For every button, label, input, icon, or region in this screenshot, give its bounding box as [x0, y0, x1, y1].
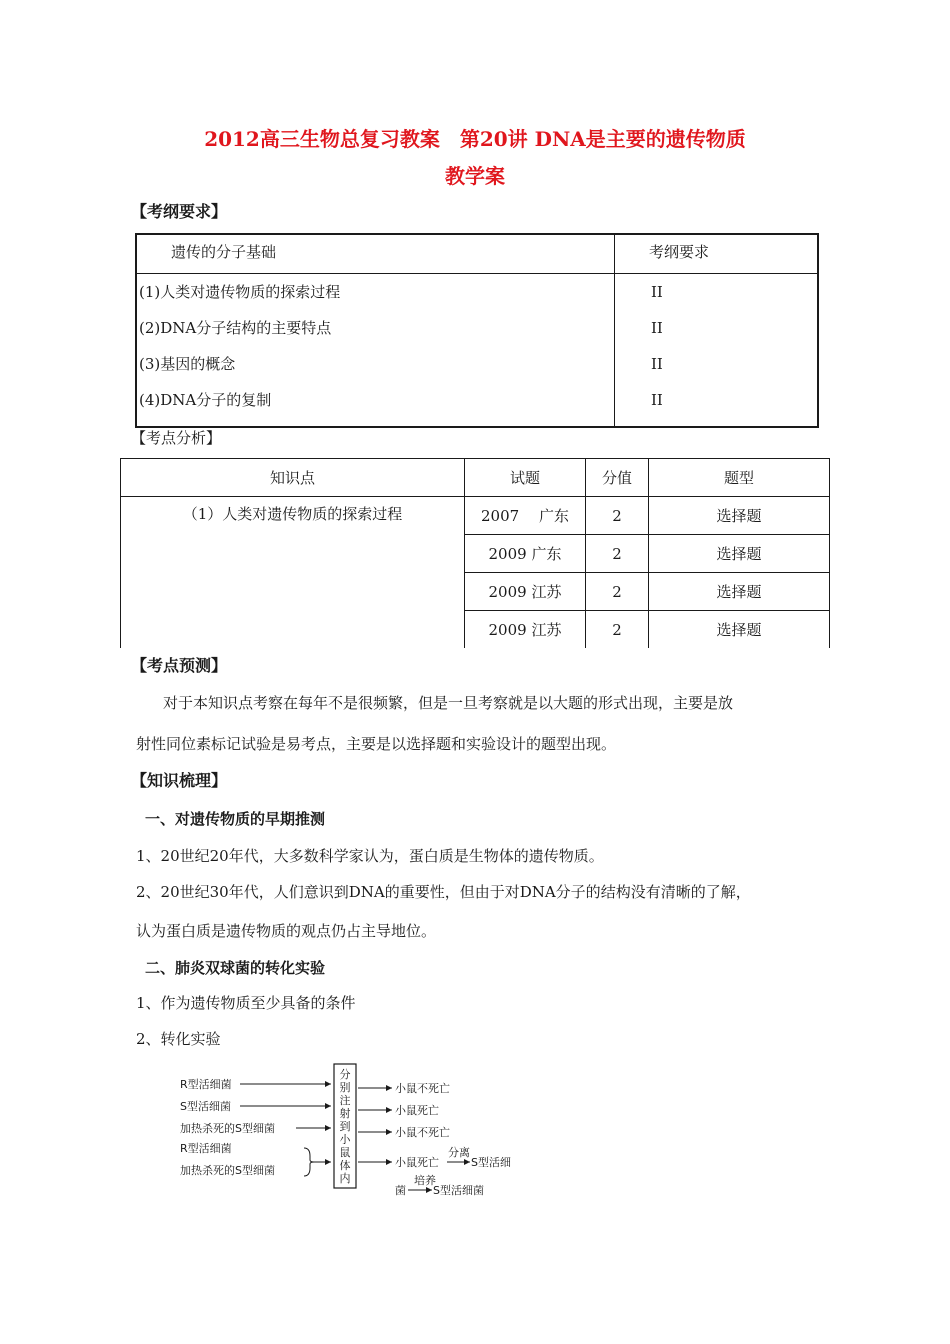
brace [304, 1148, 314, 1176]
header-cell: 知识点 [121, 459, 465, 497]
type-cell: 选择题 [649, 573, 830, 611]
score-cell: 2 [586, 497, 649, 535]
level-value: II [651, 355, 663, 373]
result-prefix-label: 菌 [395, 1184, 406, 1197]
input-label: 加热杀死的S型细菌 [180, 1122, 275, 1135]
input-label: 加热杀死的S型细菌 [180, 1164, 275, 1177]
exam-cell: 2009 江苏 [465, 611, 586, 649]
transformation-experiment-diagram [170, 1060, 530, 1210]
box-char: 射 [339, 1107, 351, 1120]
list-item: (2)DNA分子结构的主要特点 [139, 319, 332, 337]
knowledge-paragraph-3: 1、作为遗传物质至少具备的条件 [136, 994, 356, 1012]
section-zhishi-shuli: 【知识梳理】 [131, 771, 228, 790]
header-cell: 题型 [649, 459, 830, 497]
list-item: (4)DNA分子的复制 [139, 391, 272, 409]
header-cell: 考纲要求 [649, 243, 710, 261]
knowledge-paragraph-1: 1、20世纪20年代，大多数科学家认为，蛋白质是生物体的遗传物质。 [136, 847, 604, 865]
knowledge-paragraph-2b: 认为蛋白质是遗传物质的观点仍占主导地位。 [136, 922, 437, 940]
knowledge-paragraph-2a: 2、20世纪30年代，人们意识到DNA的重要性，但由于对DNA分子的结构没有清晰的了解， [136, 883, 751, 901]
prediction-text-line2: 射性同位素标记试验是易考点，主要是以选择题和实验设计的题型出现。 [136, 735, 617, 753]
document-title: 2012高三生物总复习教案 第20讲 DNA是主要的遗传物质 [204, 127, 746, 151]
separate-label: 分离 [448, 1146, 470, 1159]
result-label: S型活细菌 [433, 1184, 484, 1197]
result-label: S型活细 [471, 1156, 511, 1169]
knowledge-paragraph-4: 2、转化实验 [136, 1030, 221, 1048]
outcome-label: 小鼠死亡 [395, 1104, 439, 1117]
input-label: R型活细菌 [180, 1142, 232, 1155]
box-char: 分 [339, 1068, 351, 1081]
table-row [136, 274, 818, 428]
prediction-text-line1: 对于本知识点考察在每年不是很频繁，但是一旦考察就是以大题的形式出现，主要是放 [163, 694, 734, 712]
score-cell: 2 [586, 611, 649, 649]
header-cell: 遗传的分子基础 [171, 243, 277, 261]
outcome-label: 小鼠死亡 [395, 1156, 439, 1169]
outcome-label: 小鼠不死亡 [395, 1126, 450, 1139]
table-row [121, 497, 830, 535]
heading-transformation-experiment: 二、肺炎双球菌的转化实验 [145, 959, 326, 977]
type-cell: 选择题 [649, 497, 830, 535]
analysis-table [120, 458, 830, 648]
box-char: 别 [339, 1081, 351, 1094]
section-kaodian-fenxi: 【考点分析】 [131, 429, 222, 447]
level-value: II [651, 283, 663, 301]
box-char: 内 [339, 1172, 351, 1185]
input-label: R型活细菌 [180, 1078, 232, 1091]
knowledge-point-cell: （1）人类对遗传物质的探索过程 [121, 497, 465, 649]
level-value: II [651, 391, 663, 409]
section-kaogang: 【考纲要求】 [131, 202, 228, 221]
input-label: S型活细菌 [180, 1100, 231, 1113]
document-subtitle: 教学案 [445, 164, 505, 188]
box-char: 注 [339, 1094, 351, 1107]
score-cell: 2 [586, 535, 649, 573]
table-row [121, 459, 830, 497]
exam-cell: 2009 江苏 [465, 573, 586, 611]
type-cell: 选择题 [649, 535, 830, 573]
table-row [136, 234, 818, 274]
culture-label: 培养 [414, 1174, 436, 1187]
box-char: 小 [339, 1133, 351, 1146]
header-cell: 分值 [586, 459, 649, 497]
section-kaodian-yuce: 【考点预测】 [131, 656, 228, 675]
box-char: 到 [339, 1120, 351, 1133]
heading-early-speculation: 一、对遗传物质的早期推测 [145, 810, 326, 828]
header-cell: 试题 [465, 459, 586, 497]
level-value: II [651, 319, 663, 337]
score-cell: 2 [586, 573, 649, 611]
syllabus-table [135, 233, 819, 428]
type-cell: 选择题 [649, 611, 830, 649]
list-item: (3)基因的概念 [139, 355, 236, 373]
box-char: 体 [339, 1159, 351, 1172]
box-char: 鼠 [339, 1146, 351, 1159]
outcome-label: 小鼠不死亡 [395, 1082, 450, 1095]
exam-cell: 2009 广东 [465, 535, 586, 573]
exam-cell: 2007 广东 [465, 497, 586, 535]
list-item: (1)人类对遗传物质的探索过程 [139, 283, 341, 301]
